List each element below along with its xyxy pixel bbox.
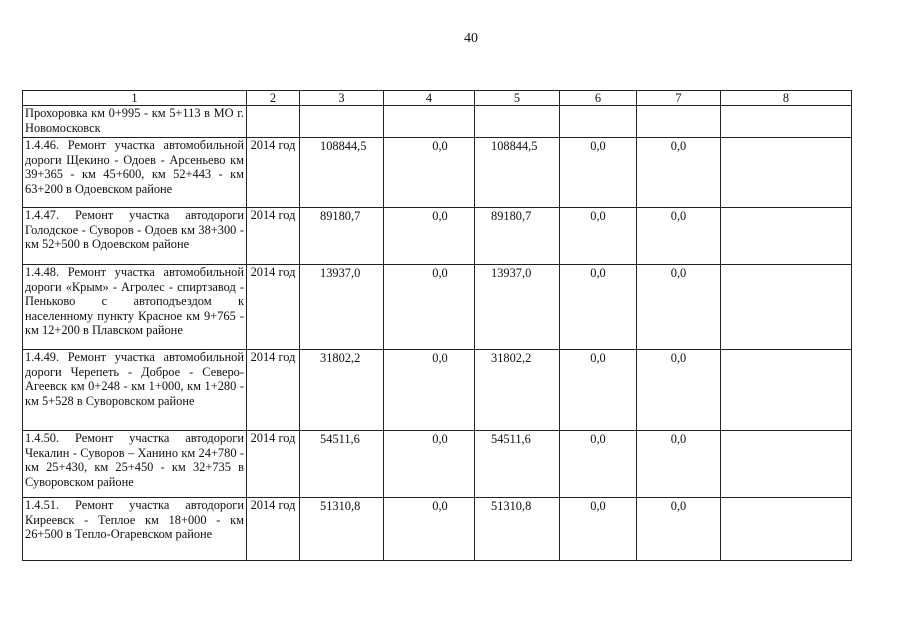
year-cell: 2014 год xyxy=(247,498,300,561)
road-project-name: 1.4.46. Ремонт участка автомобильной дороги Щекино - Одоев - Арсеньево км 39+365 - км 45+600, км 52+443 - км 63+200 в Одоевском районе xyxy=(23,138,247,208)
column-header: 1 xyxy=(23,91,247,106)
year-cell: 2014 год xyxy=(247,208,300,265)
column-number-row xyxy=(23,91,852,106)
value-cell-3: 54511,6 xyxy=(300,431,384,498)
value-cell-6: 0,0 xyxy=(560,498,637,561)
value-cell-7: 0,0 xyxy=(637,350,721,431)
value-cell-6: 0,0 xyxy=(560,208,637,265)
value-cell-6: 0,0 xyxy=(560,431,637,498)
value-cell-6: 0,0 xyxy=(560,265,637,350)
value-cell-6: 0,0 xyxy=(560,138,637,208)
value-cell-7: 0,0 xyxy=(637,265,721,350)
value-cell-4: 0,0 xyxy=(384,498,475,561)
value-cell-3: 13937,0 xyxy=(300,265,384,350)
table-row xyxy=(23,265,852,350)
value-cell-4: 0,0 xyxy=(384,265,475,350)
value-cell-3: 51310,8 xyxy=(300,498,384,561)
value-cell-6 xyxy=(560,106,637,138)
road-project-name: 1.4.47. Ремонт участка автодороги Голодское - Суворов - Одоев км 38+300 - км 52+500 в Одоевском районе xyxy=(23,208,247,265)
road-project-name: 1.4.49. Ремонт участка автомобильной дороги Черепеть - Доброе - Северо-Агеевск км 0+248 - км 1+000, км 1+280 - км 5+528 в Суворовском районе xyxy=(23,350,247,431)
year-cell: 2014 год xyxy=(247,138,300,208)
value-cell-7: 0,0 xyxy=(637,208,721,265)
value-cell-4: 0,0 xyxy=(384,138,475,208)
table-row xyxy=(23,106,852,138)
road-project-name: 1.4.48. Ремонт участка автомобильной дороги «Крым» - Агролес - спиртзавод - Пеньково с автоподъездом к населенному пункту Красное км 9+765 - км 12+200 в Плавском районе xyxy=(23,265,247,350)
column-header: 2 xyxy=(247,91,300,106)
table-row xyxy=(23,208,852,265)
value-cell-3: 108844,5 xyxy=(300,138,384,208)
value-cell-5: 31802,2 xyxy=(475,350,560,431)
value-cell-7 xyxy=(637,106,721,138)
table-row xyxy=(23,498,852,561)
road-project-name: 1.4.50. Ремонт участка автодороги Чекалин - Суворов – Ханино км 24+780 - км 25+430, км 25+450 - км 32+735 в Суворовском районе xyxy=(23,431,247,498)
value-cell-8 xyxy=(721,138,852,208)
value-cell-8 xyxy=(721,431,852,498)
column-header: 7 xyxy=(637,91,721,106)
value-cell-7: 0,0 xyxy=(637,498,721,561)
value-cell-5: 51310,8 xyxy=(475,498,560,561)
value-cell-8 xyxy=(721,350,852,431)
value-cell-8 xyxy=(721,498,852,561)
value-cell-6: 0,0 xyxy=(560,350,637,431)
value-cell-8 xyxy=(721,208,852,265)
value-cell-5: 108844,5 xyxy=(475,138,560,208)
page-number: 40 xyxy=(464,31,478,46)
column-header: 6 xyxy=(560,91,637,106)
value-cell-5: 13937,0 xyxy=(475,265,560,350)
value-cell-3: 31802,2 xyxy=(300,350,384,431)
column-header: 4 xyxy=(384,91,475,106)
table-row xyxy=(23,431,852,498)
column-header: 8 xyxy=(721,91,852,106)
value-cell-5: 89180,7 xyxy=(475,208,560,265)
value-cell-3: 89180,7 xyxy=(300,208,384,265)
road-project-name: Прохоровка км 0+995 - км 5+113 в МО г. Новомосковск xyxy=(23,106,247,138)
value-cell-5: 54511,6 xyxy=(475,431,560,498)
value-cell-5 xyxy=(475,106,560,138)
value-cell-4 xyxy=(384,106,475,138)
value-cell-8 xyxy=(721,106,852,138)
year-cell: 2014 год xyxy=(247,265,300,350)
value-cell-8 xyxy=(721,265,852,350)
column-header: 5 xyxy=(475,91,560,106)
value-cell-4: 0,0 xyxy=(384,350,475,431)
year-cell: 2014 год xyxy=(247,431,300,498)
value-cell-4: 0,0 xyxy=(384,431,475,498)
column-header: 3 xyxy=(300,91,384,106)
value-cell-4: 0,0 xyxy=(384,208,475,265)
value-cell-7: 0,0 xyxy=(637,138,721,208)
value-cell-7: 0,0 xyxy=(637,431,721,498)
year-cell xyxy=(247,106,300,138)
value-cell-3 xyxy=(300,106,384,138)
table-row xyxy=(23,138,852,208)
road-project-name: 1.4.51. Ремонт участка автодороги Киреевск - Теплое км 18+000 - км 26+500 в Тепло-Огаревском районе xyxy=(23,498,247,561)
road-repair-table xyxy=(22,90,852,561)
year-cell: 2014 год xyxy=(247,350,300,431)
table-row xyxy=(23,350,852,431)
